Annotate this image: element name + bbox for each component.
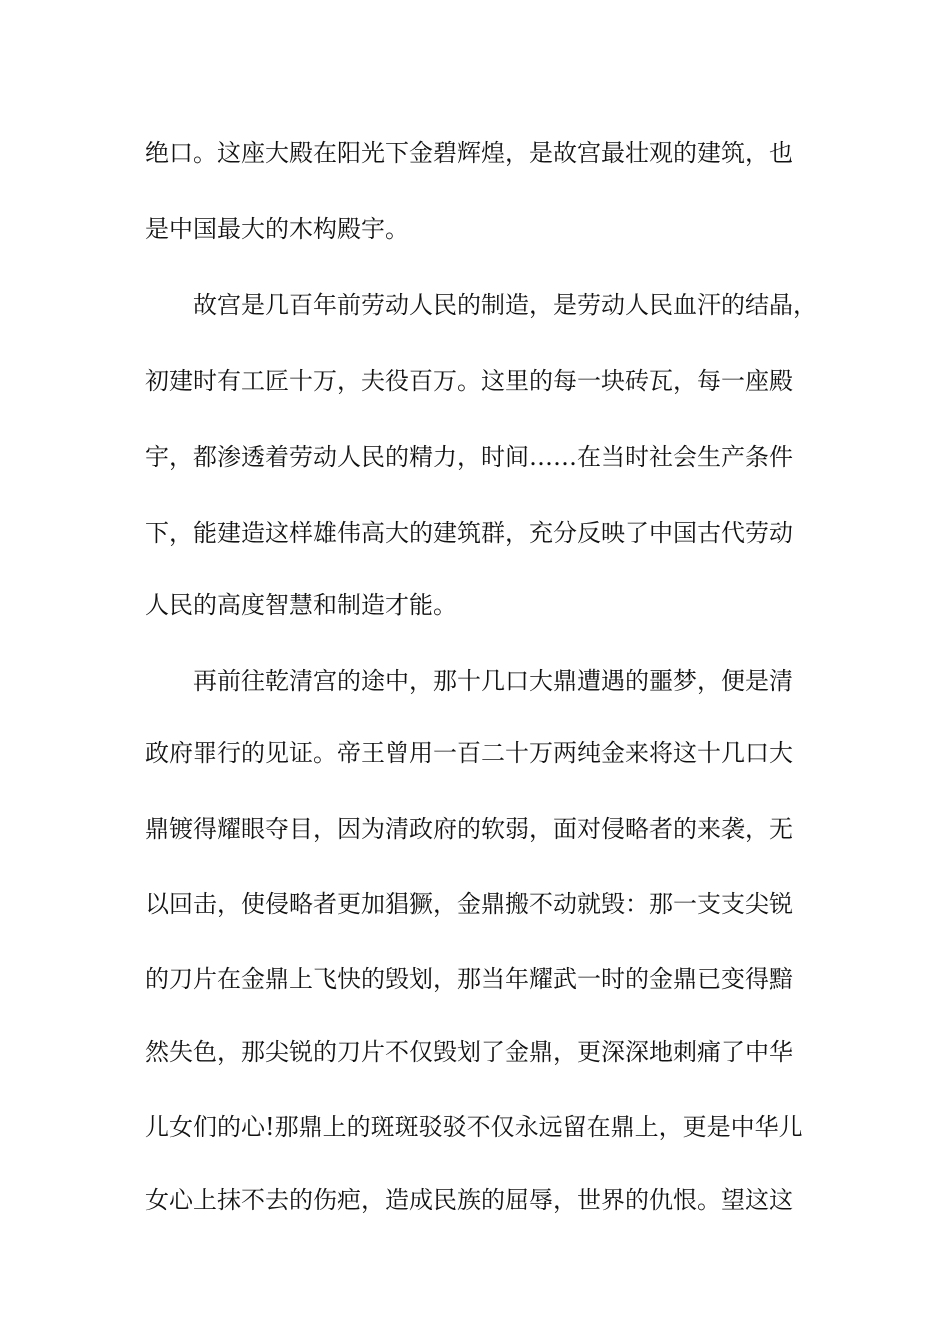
- text-line: 儿女们的心!那鼎上的斑斑驳驳不仅永远留在鼎上，更是中华儿: [145, 1113, 803, 1141]
- text-line: 然失色，那尖锐的刀片不仅毁划了金鼎，更深深地刺痛了中华: [145, 1038, 793, 1066]
- text-line: 的刀片在金鼎上飞快的毁划，那当年耀武一时的金鼎已变得黯: [145, 965, 793, 993]
- text-line: 政府罪行的见证。帝王曾用一百二十万两纯金来将这十几口大: [145, 739, 793, 767]
- paragraph-first-line: 再前往乾清宫的途中，那十几口大鼎遭遇的噩梦，便是清: [193, 667, 793, 695]
- text-line: 女心上抹不去的伤疤，造成民族的屈辱，世界的仇恨。望这这: [145, 1186, 793, 1214]
- text-line: 初建时有工匠十万，夫役百万。这里的每一块砖瓦，每一座殿: [145, 367, 793, 395]
- text-line: 宇，都渗透着劳动人民的精力，时间……在当时社会生产条件: [145, 443, 793, 471]
- text-line: 人民的高度智慧和制造才能。: [145, 591, 457, 619]
- text-line: 下，能建造这样雄伟高大的建筑群，充分反映了中国古代劳动: [145, 519, 793, 547]
- text-line: 以回击，使侵略者更加猖獗，金鼎搬不动就毁：那一支支尖锐: [145, 890, 793, 918]
- text-line: 鼎镀得耀眼夺目，因为清政府的软弱，面对侵略者的来袭，无: [145, 815, 793, 843]
- text-line: 绝口。这座大殿在阳光下金碧辉煌，是故宫最壮观的建筑，也: [145, 139, 793, 167]
- text-line: 是中国最大的木构殿宇。: [145, 215, 409, 243]
- paragraph-first-line: 故宫是几百年前劳动人民的制造，是劳动人民血汗的结晶，: [193, 291, 817, 319]
